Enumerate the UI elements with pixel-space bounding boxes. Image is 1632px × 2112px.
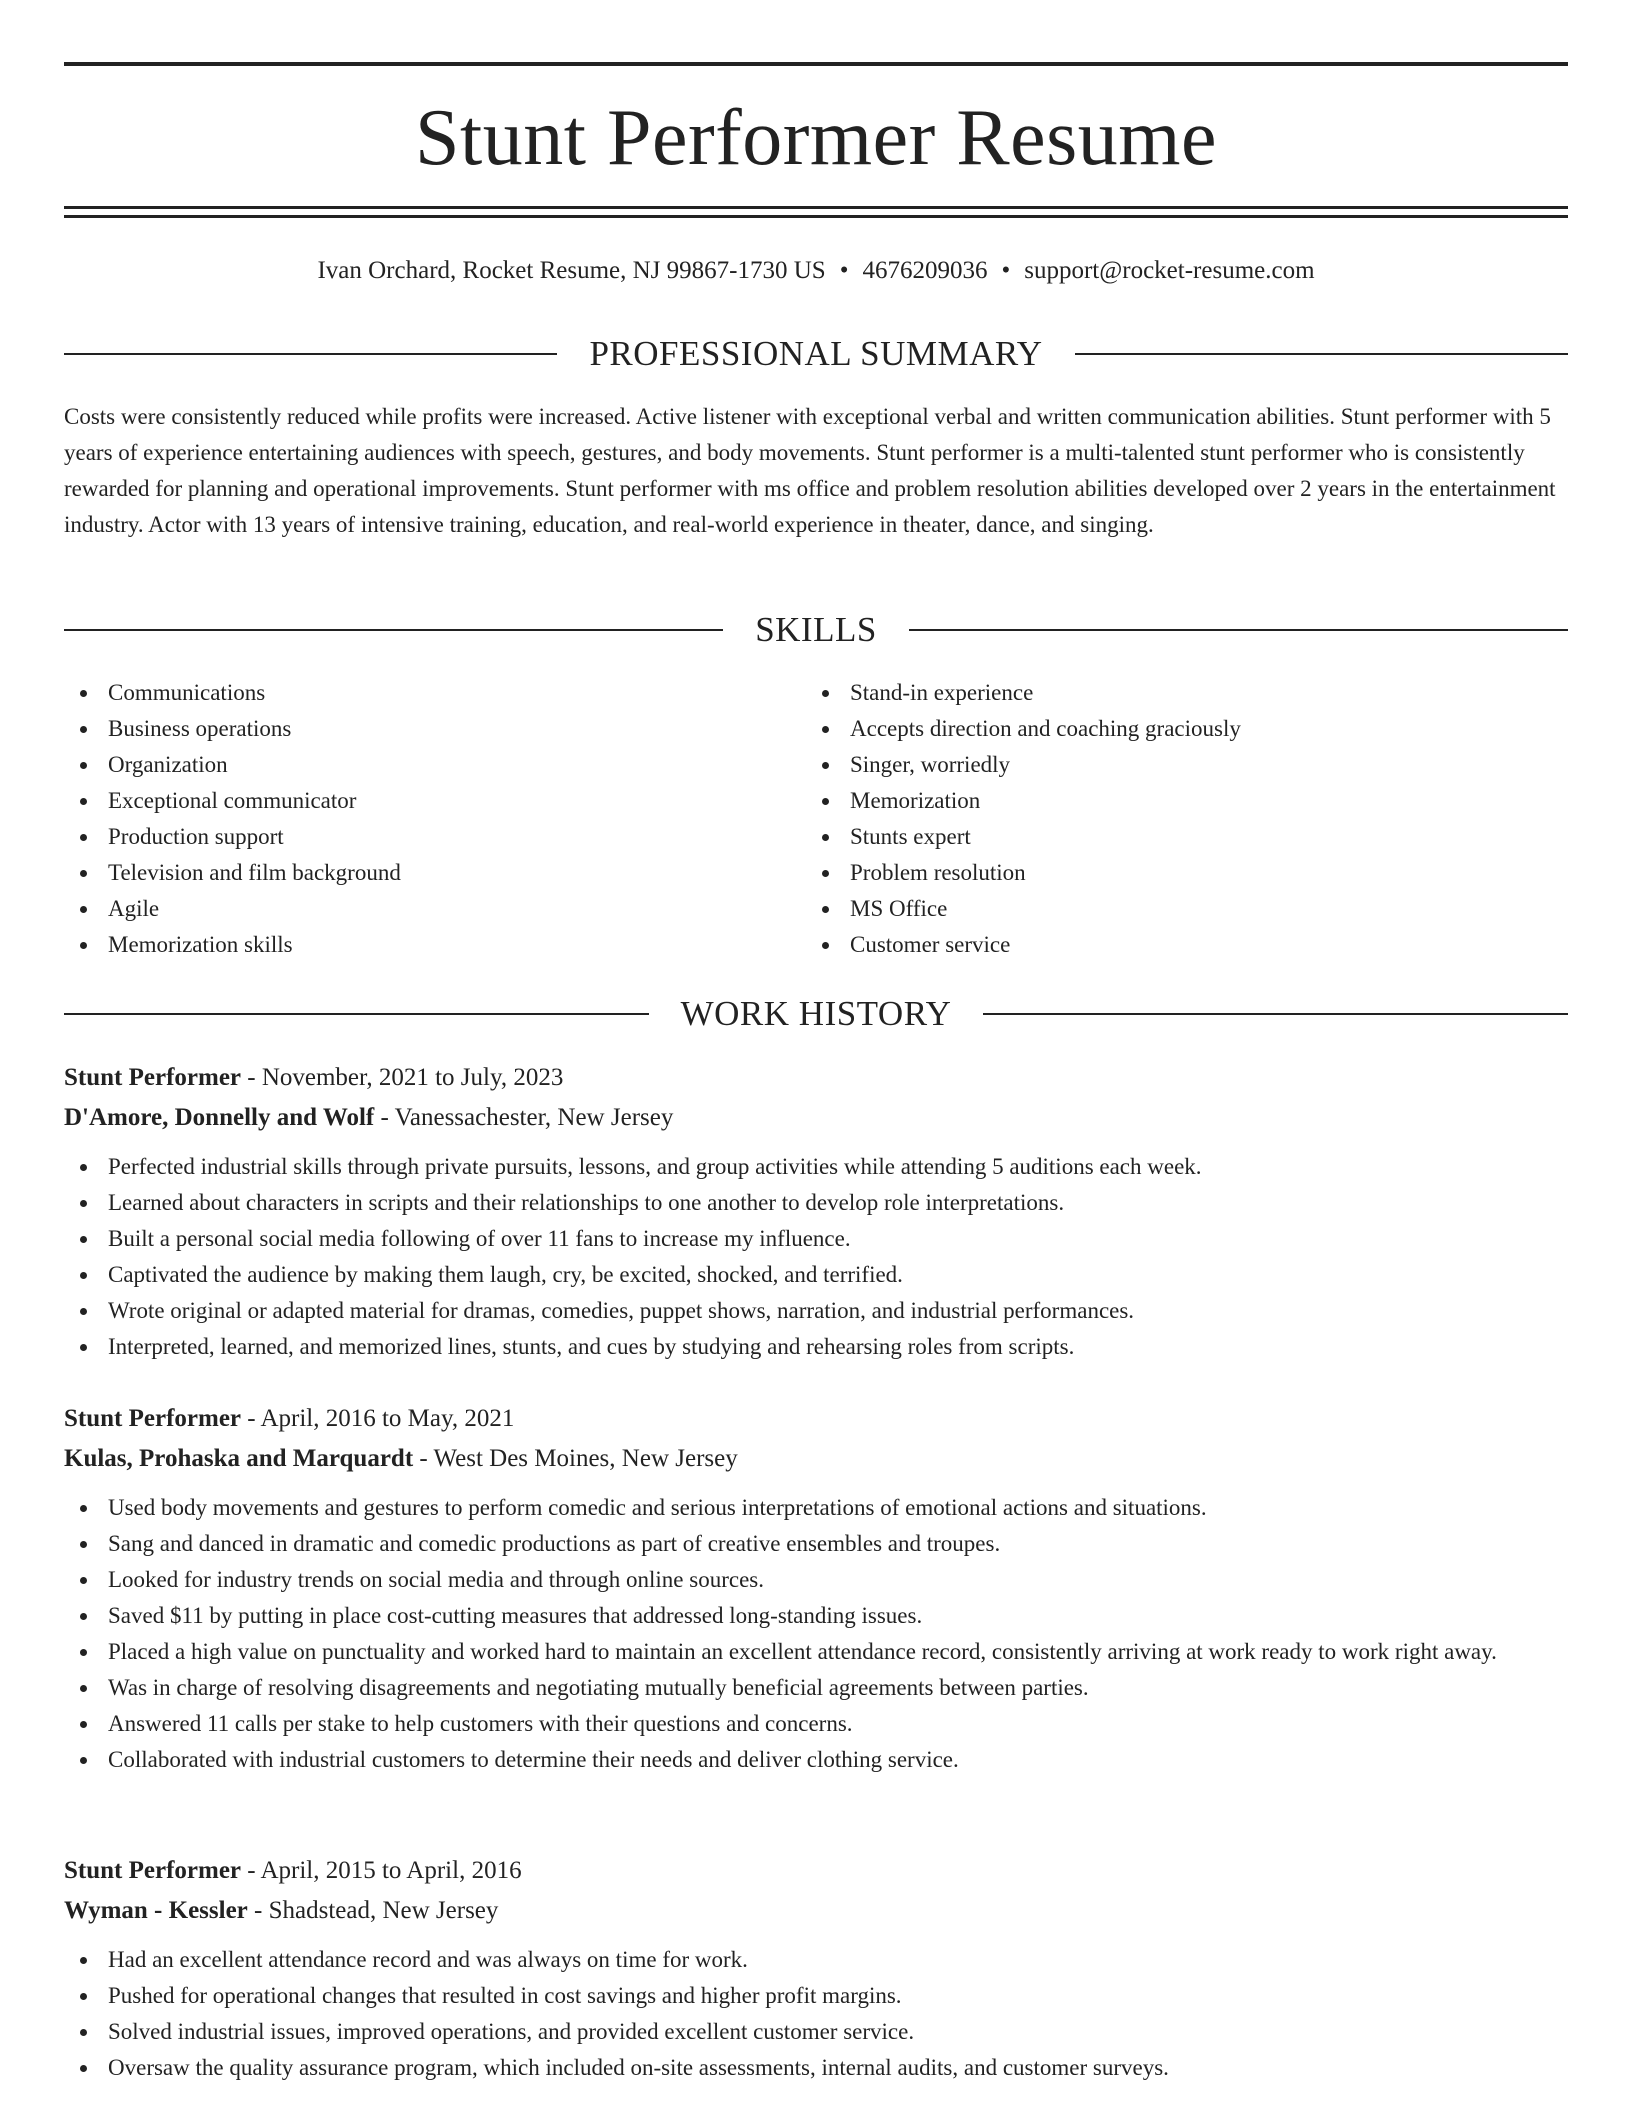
contact-email: support@rocket-resume.com [1024,257,1315,284]
job-entry [64,1852,1568,2086]
job-bullet: Placed a high value on punctuality and worked hard to maintain an excellent attendance record, consistently arriving at work ready to work right away. [64,1634,1568,1670]
heading-rule-left [64,1013,649,1015]
job-bullet: Solved industrial issues, improved operations, and provided excellent customer service. [64,2014,1568,2050]
job-bullet: Learned about characters in scripts and their relationships to one another to develop role interpretations. [64,1185,1568,1221]
skill-item: Agile [64,891,784,927]
skill-item: Customer service [806,927,1526,963]
job-bullet: Saved $11 by putting in place cost-cutting measures that addressed long-standing issues. [64,1598,1568,1634]
contact-address: Ivan Orchard, Rocket Resume, NJ 99867-1730 US [317,257,826,284]
job-bullet: Sang and danced in dramatic and comedic productions as part of creative ensembles and troupes. [64,1526,1568,1562]
job-bullet: Wrote original or adapted material for dramas, comedies, puppet shows, narration, and industrial performances. [64,1293,1568,1329]
job-title: Stunt Performer [64,1405,242,1432]
heading-rule-right [983,1013,1568,1015]
contact-line [64,253,1568,289]
heading-rule-left [64,629,723,631]
job-title: Stunt Performer [64,1064,242,1091]
job-bullet: Built a personal social media following of over 11 fans to increase my influence. [64,1221,1568,1257]
title-double-rule-upper [64,206,1568,209]
job-company: D'Amore, Donnelly and Wolf [64,1104,375,1131]
job-bullet: Oversaw the quality assurance program, which included on-site assessments, internal audits, and customer surveys. [64,2050,1568,2086]
title-double-rule-lower [64,215,1568,218]
job-bullets [64,1490,1568,1778]
job-title-line [64,1400,1568,1438]
job-dates: - April, 2015 to April, 2016 [241,1857,522,1884]
job-bullet: Looked for industry trends on social media and through online sources. [64,1562,1568,1598]
job-bullet: Captivated the audience by making them laugh, cry, be excited, shocked, and terrified. [64,1257,1568,1293]
job-bullet: Was in charge of resolving disagreements and negotiating mutually beneficial agreements between parties. [64,1670,1568,1706]
summary-heading-label: PROFESSIONAL SUMMARY [589,334,1043,373]
top-rule [64,62,1568,66]
job-entry [64,1400,1568,1778]
contact-separator: • [839,257,849,284]
skills-heading [64,608,1568,652]
heading-rule-right [909,629,1568,631]
skill-item: Memorization skills [64,927,784,963]
job-company-line [64,1099,1568,1137]
job-bullets [64,1149,1568,1365]
job-company: Kulas, Prohaska and Marquardt [64,1445,414,1472]
job-company-line [64,1892,1568,1930]
skill-item: Memorization [806,783,1526,819]
job-bullet: Perfected industrial skills through private pursuits, lessons, and group activities while attending 5 auditions each week. [64,1149,1568,1185]
job-location: - Shadstead, New Jersey [247,1897,499,1924]
skills-list-left [64,675,784,963]
job-title: Stunt Performer [64,1857,242,1884]
job-company: Wyman - Kessler [64,1897,248,1924]
job-bullet: Used body movements and gestures to perform comedic and serious interpretations of emotional actions and situations. [64,1490,1568,1526]
job-bullet: Collaborated with industrial customers to determine their needs and deliver clothing service. [64,1742,1568,1778]
job-location: - Vanessachester, New Jersey [374,1104,674,1131]
job-entry [64,1059,1568,1365]
job-bullets [64,1942,1568,2086]
skill-item: Business operations [64,711,784,747]
skill-item: Production support [64,819,784,855]
skill-item: Organization [64,747,784,783]
skill-item: Exceptional communicator [64,783,784,819]
summary-text: Costs were consistently reduced while profits were increased. Active listener with exceptional verbal and written communication abilities. Stunt performer with 5 years of experience entertaining audiences with speech, gestures, and body movements. Stunt performer is a multi-talented stunt performer who is consistently rewarded for planning and operational improvements. Stunt performer with ms office and problem resolution abilities developed over 2 years in the entertainment industry. Actor with 13 years of intensive training, education, and real-world experience in theater, dance, and singing. [64,404,1556,537]
summary-heading [64,332,1568,376]
skill-item: Communications [64,675,784,711]
job-dates: - November, 2021 to July, 2023 [241,1064,564,1091]
skill-item: Television and film background [64,855,784,891]
job-title-line [64,1059,1568,1097]
job-bullet: Had an excellent attendance record and was always on time for work. [64,1942,1568,1978]
job-title-line [64,1852,1568,1890]
job-dates: - April, 2016 to May, 2021 [241,1405,515,1432]
job-bullet: Answered 11 calls per stake to help customers with their questions and concerns. [64,1706,1568,1742]
skills-heading-label: SKILLS [755,610,877,649]
skill-item: Singer, worriedly [806,747,1526,783]
job-company-line [64,1440,1568,1478]
heading-rule-left [64,353,557,355]
contact-separator: • [1001,257,1011,284]
skill-item: MS Office [806,891,1526,927]
work-heading-label: WORK HISTORY [680,994,952,1033]
skill-item: Stand-in experience [806,675,1526,711]
skill-item: Problem resolution [806,855,1526,891]
skills-list-right [806,675,1526,963]
work-heading [64,992,1568,1036]
job-bullet: Interpreted, learned, and memorized lines, stunts, and cues by studying and rehearsing roles from scripts. [64,1329,1568,1365]
resume-title: Stunt Performer Resume [415,94,1217,182]
skill-item: Stunts expert [806,819,1526,855]
skill-item: Accepts direction and coaching graciously [806,711,1526,747]
heading-rule-right [1075,353,1568,355]
contact-phone: 4676209036 [862,257,988,284]
job-location: - West Des Moines, New Jersey [413,1445,738,1472]
job-bullet: Pushed for operational changes that resulted in cost savings and higher profit margins. [64,1978,1568,2014]
